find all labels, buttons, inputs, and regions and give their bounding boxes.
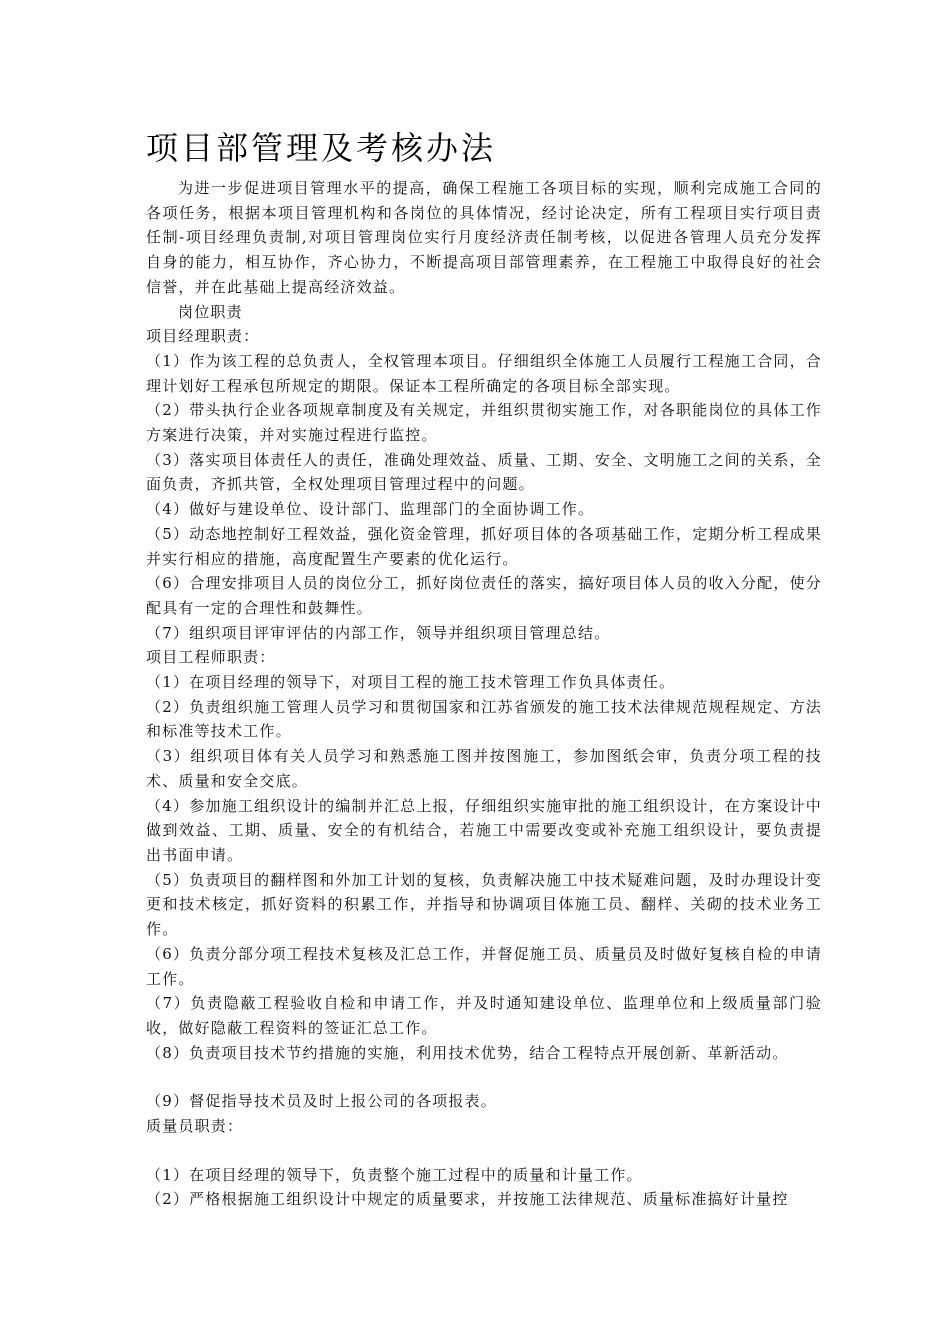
eng-item: （2）负责组织施工管理人员学习和贯彻国家和江苏省颁发的施工技术法律规范规程规定、方法和标准等技术工作。 — [146, 697, 822, 741]
eng-heading: 项目工程师职责： — [146, 648, 276, 667]
eng-item: （6）负责分部分项工程技术复核及汇总工作，并督促施工员、质量员及时做好复核自检的申请工作。 — [146, 944, 822, 988]
pm-heading: 项目经理职责： — [146, 327, 260, 346]
eng-item: （7）负责隐蔽工程验收自检和申请工作，并及时通知建设单位、监理单位和上级质量部门验收，做好隐蔽工程资料的签证汇总工作。 — [146, 994, 822, 1037]
pm-item: （5）动态地控制好工程效益，强化资金管理，抓好项目体的各项基础工作，定期分析工程成果并实行相应的措施，高度配置生产要素的优化运行。 — [146, 524, 822, 568]
eng-item: （5）负责项目的翻样图和外加工计划的复核，负责解决施工中技术疑难问题，及时办理设计变更和技术核定，抓好资料的积累工作，并指导和协调项目体施工员、翻样、关砌的技术业务工作。 — [146, 870, 822, 939]
eng-item: （1）在项目经理的领导下，对项目工程的施工技术管理工作负具体责任。 — [146, 673, 676, 692]
qc-heading: 质量员职责： — [146, 1117, 244, 1136]
spacer — [146, 1139, 822, 1163]
pm-item: （6）合理安排项目人员的岗位分工，抓好岗位责任的落实，搞好项目体人员的收入分配，使分配具有一定的合理性和鼓舞性。 — [146, 574, 822, 617]
section-heading: 岗位职责 — [178, 302, 243, 321]
pm-item: （7）组织项目评审评估的内部工作，领导并组织项目管理总结。 — [146, 623, 611, 642]
pm-item: （3）落实项目体责任人的责任，准确处理效益、质量、工期、安全、文明施工之间的关系，全面负责，齐抓共管，全权处理项目管理过程中的问题。 — [146, 450, 822, 494]
eng-item: （8）负责项目技术节约措施的实施，利用技术优势，结合工程特点开展创新、革新活动。 — [146, 1043, 789, 1062]
spacer — [146, 1065, 822, 1089]
pm-item: （4）做好与建设单位、设计部门、监理部门的全面协调工作。 — [146, 500, 595, 519]
eng-item: （9）督促指导技术员及时上报公司的各项报表。 — [146, 1092, 497, 1111]
eng-item: （4）参加施工组织设计的编制并汇总上报，仔细组织实施审批的施工组织设计，在方案设计中做到效益、工期、质量、安全的有机结合，若施工中需要改变或补充施工组织设计，要负责提出书面申请。 — [146, 796, 822, 864]
document-title: 项目部管理及考核办法 — [146, 129, 497, 167]
document-body — [146, 176, 822, 1212]
qc-item: （2）严格根据施工组织设计中规定的质量要求，并按施工法律规范、质量标准搞好计量控 — [146, 1190, 789, 1209]
qc-item: （1）在项目经理的领导下，负责整个施工过程中的质量和计量工作。 — [146, 1165, 643, 1184]
pm-item: （2）带头执行企业各项规章制度及有关规定，并组织贯彻实施工作，对各职能岗位的具体工作方案进行决策，并对实施过程进行监控。 — [146, 401, 822, 445]
pm-item: （1）作为该工程的总负责人，全权管理本项目。仔细组织全体施工人员履行工程施工合同，合理计划好工程承包所规定的期限。保证本工程所确定的各项目标全部实现。 — [146, 351, 822, 395]
eng-item: （3）组织项目体有关人员学习和熟悉施工图并按图施工，参加图纸会审，负责分项工程的技术、质量和安全交底。 — [146, 747, 822, 790]
intro-paragraph: 为进一步促进项目管理水平的提高，确保工程施工各项目标的实现，顺利完成施工合同的各项任务，根据本项目管理机构和各岗位的具体情况，经讨论决定，所有工程项目实行项目责任制-项目经理负责制,对项目管理岗位实行月度经济责任制考核，以促进各管理人员充分发挥自身的能力，相互协作，齐心协力，不断提高项目部管理素养，在工程施工中取得良好的社会信誉，并在此基础上提高经济效益。 — [146, 179, 822, 296]
